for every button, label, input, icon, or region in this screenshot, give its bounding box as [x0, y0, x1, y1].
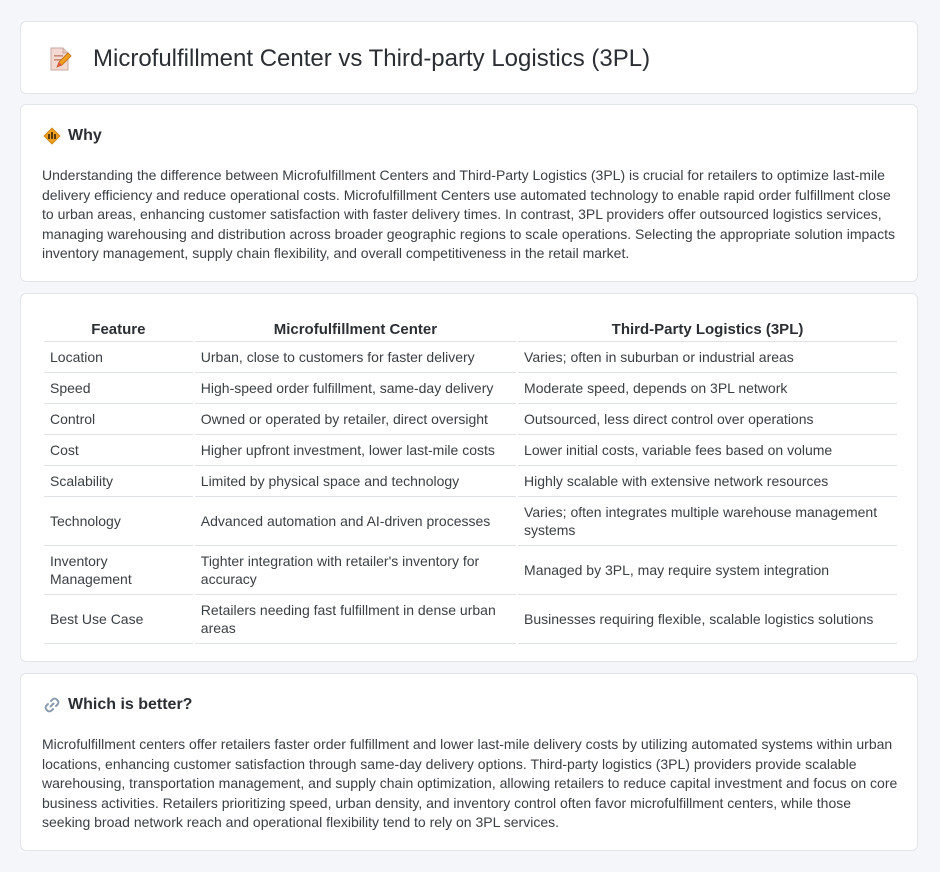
mfc-cell: Higher upfront investment, lower last-mile costs — [195, 435, 516, 466]
table-header-row — [44, 314, 897, 342]
mfc-cell: Owned or operated by retailer, direct oversight — [195, 404, 516, 435]
why-section — [20, 104, 918, 282]
document-edit-icon — [47, 46, 73, 72]
table-row — [44, 373, 897, 404]
tpl-cell: Outsourced, less direct control over operations — [518, 404, 897, 435]
table-row — [44, 497, 897, 546]
why-heading — [43, 125, 102, 147]
table-row — [44, 595, 897, 644]
why-text: Understanding the difference between Microfulfillment Centers and Third-Party Logistics (3PL) is crucial for retailers to optimize last-mile delivery efficiency and reduce operational costs. Microfulfillment Centers use automated technology to enable rapid order fulfillment close to urban areas, enhancing customer satisfaction with faster delivery times. In contrast, 3PL providers offer outsourced logistics services, managing warehousing and distribution across broader geographic regions to scale operations. Selecting the appropriate solution impacts inventory management, supply chain flexibility, and overall competitiveness in the retail market. — [42, 167, 895, 262]
feature-cell: Speed — [44, 373, 193, 404]
mfc-cell: Retailers needing fast fulfillment in dense urban areas — [195, 595, 516, 644]
title-row — [47, 44, 650, 74]
mfc-cell: Limited by physical space and technology — [195, 466, 516, 497]
header-3pl: Third-Party Logistics (3PL) — [518, 314, 897, 342]
which-is-better-section — [20, 673, 918, 851]
tpl-cell: Highly scalable with extensive network resources — [518, 466, 897, 497]
feature-cell: Cost — [44, 435, 193, 466]
feature-cell: Best Use Case — [44, 595, 193, 644]
page-title: Microfulfillment Center vs Third-party Logistics (3PL) — [93, 45, 651, 72]
mfc-cell: Tighter integration with retailer's inventory for accuracy — [195, 546, 516, 595]
table-row — [44, 435, 897, 466]
feature-cell: Control — [44, 404, 193, 435]
better-heading — [43, 694, 192, 716]
tpl-cell: Lower initial costs, variable fees based on volume — [518, 435, 897, 466]
better-text: Microfulfillment centers offer retailers faster order fulfillment and lower last-mile delivery costs by utilizing automated systems within urban locations, enhancing customer satisfaction through same-day delivery options. Third-party logistics (3PL) providers provide scalable warehousing, transportation management, and supply chain optimization, allowing retailers to reduce capital investment and focus on core business activities. Retailers prioritizing speed, urban density, and inventory control often favor microfulfillment centers, while those seeking broad network reach and operational flexibility tend to rely on 3PL services. — [42, 736, 898, 831]
tpl-cell: Managed by 3PL, may require system integration — [518, 546, 897, 595]
mfc-cell: Advanced automation and AI-driven processes — [195, 497, 516, 546]
feature-cell: Location — [44, 342, 193, 373]
table-row — [44, 404, 897, 435]
road-sign-icon — [43, 127, 61, 145]
tpl-cell: Businesses requiring flexible, scalable logistics solutions — [518, 595, 897, 644]
feature-cell: Inventory Management — [44, 546, 193, 595]
tpl-cell: Varies; often integrates multiple warehouse management systems — [518, 497, 897, 546]
table-row — [44, 546, 897, 595]
table-row — [44, 466, 897, 497]
header-microfulfillment: Microfulfillment Center — [195, 314, 516, 342]
better-title: Which is better? — [68, 696, 193, 713]
mfc-cell: Urban, close to customers for faster delivery — [195, 342, 516, 373]
feature-cell: Scalability — [44, 466, 193, 497]
header-feature: Feature — [44, 314, 193, 342]
tpl-cell: Moderate speed, depends on 3PL network — [518, 373, 897, 404]
comparison-table — [42, 314, 899, 644]
tpl-cell: Varies; often in suburban or industrial areas — [518, 342, 897, 373]
mfc-cell: High-speed order fulfillment, same-day delivery — [195, 373, 516, 404]
why-title: Why — [68, 127, 102, 144]
header-card — [20, 21, 918, 94]
feature-cell: Technology — [44, 497, 193, 546]
comparison-section — [20, 293, 918, 662]
table-row — [44, 342, 897, 373]
link-icon — [43, 696, 61, 714]
